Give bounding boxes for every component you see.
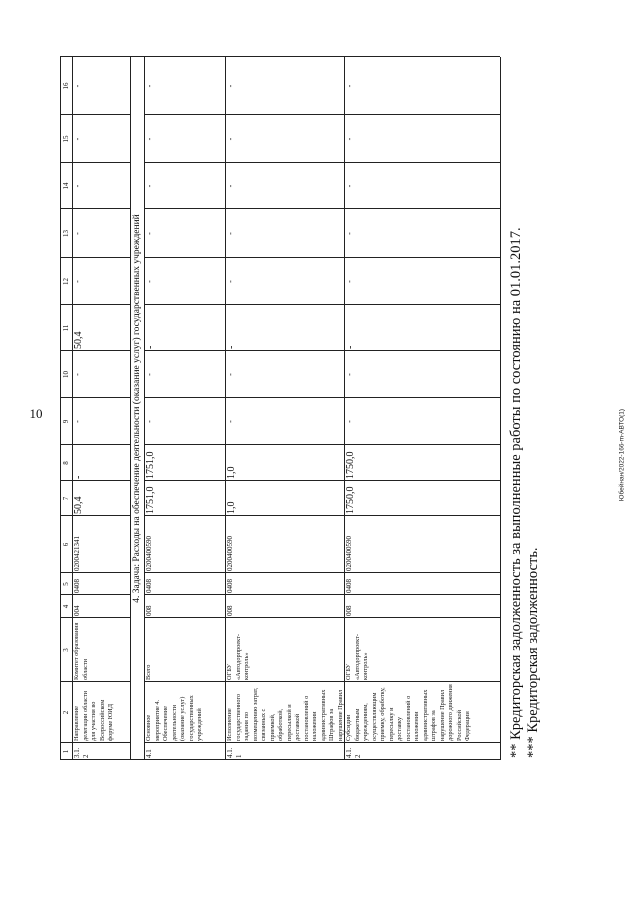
table-cell-row-312-c1: 3.1.2 <box>73 747 91 758</box>
table-column-border <box>60 444 130 445</box>
column-number-header: 3 <box>62 648 70 652</box>
table-cell-row-412-c5: 0408 <box>345 579 353 593</box>
table-cell-row-411-c13: - <box>226 232 235 235</box>
table-cell-row-412-c15: - <box>345 137 354 141</box>
table-column-border <box>144 350 500 351</box>
table-column-border <box>60 397 130 398</box>
task-title-row: 4. Задача: Расходы на обеспечение деятельности (оказание услуг) государственных учреждений <box>132 214 142 603</box>
table-column-border <box>144 681 500 682</box>
table-cell-row-412-c4: 008 <box>345 605 353 616</box>
table-column-border <box>60 742 130 743</box>
table-cell-row-41-c7: 1751,0 <box>145 486 156 514</box>
table-cell-row-412-c3: ОГБУ «Автодорпроект-контроль» <box>345 633 369 680</box>
table-cell-row-312-c9: - <box>73 420 82 423</box>
column-number-header: 9 <box>62 419 70 424</box>
table-cell-row-411-c9: - <box>226 420 235 423</box>
table-cell-row-411-c4: 008 <box>226 605 234 616</box>
table-cell-row-411-c12: - <box>226 280 235 283</box>
column-number-header: 4 <box>62 604 70 609</box>
table-cell-row-412-c10: - <box>345 373 354 376</box>
table-cell-row-312-c11: 50,4 <box>73 331 84 349</box>
table-cell-row-312-c15: - <box>73 137 82 141</box>
table-cell-row-312-c7: 50,4 <box>73 496 84 514</box>
table-cell-row-412-c9: - <box>345 420 354 423</box>
table-cell-row-412-c1: 4.1.2 <box>345 747 363 758</box>
table-cell-row-312-c14: - <box>73 184 82 188</box>
column-number-header: 7 <box>62 496 70 501</box>
table-cell-row-312-c5: 0408 <box>73 579 81 593</box>
table-cell-row-312-c12: - <box>73 280 82 283</box>
table-cell-row-41-c8: 1751,0 <box>145 451 156 479</box>
table-cell-row-41-c11: - <box>145 345 156 349</box>
table-cell-row-41-c2: Основное мероприятие 4. Обеспечение деятельности (оказание услуг) государственных учреждений <box>145 695 203 741</box>
table-cell-row-41-c4: 008 <box>145 605 153 616</box>
table-column-border <box>144 480 500 481</box>
table-column-border <box>144 208 500 209</box>
table-cell-row-412-c8: 1750,0 <box>345 451 356 479</box>
table-column-border <box>60 515 130 516</box>
table-column-border <box>144 742 500 743</box>
table-column-border <box>60 304 130 305</box>
table-column-border <box>144 444 500 445</box>
column-number-header: 13 <box>62 230 70 237</box>
table-cell-row-412-c7: 1750,0 <box>345 486 356 514</box>
table-cell-row-312-c10: - <box>73 373 82 376</box>
table-cell-row-411-c14: - <box>226 184 235 188</box>
table-cell-row-312-c16: - <box>73 84 82 88</box>
table-cell-row-312-c8: - <box>73 475 84 479</box>
table-column-border <box>144 162 500 163</box>
column-number-header: 2 <box>62 710 70 715</box>
table-cell-row-41-c5: 0408 <box>145 579 153 593</box>
table-column-border <box>60 480 130 481</box>
table-cell-row-411-c6: 0200400590 <box>226 536 234 571</box>
document-code: Юбейнан/2022-166-m-АВТО(1) <box>618 408 626 502</box>
table-cell-row-412-c16: - <box>345 84 354 88</box>
table-cell-row-411-c16: - <box>226 84 235 88</box>
table-row-border <box>500 57 501 760</box>
table-row-border <box>130 57 131 760</box>
table-cell-row-412-c6: 0200400590 <box>345 536 353 571</box>
column-number-header: 16 <box>62 82 70 90</box>
table-cell-row-411-c3: ОГБУ «Автодорпроект-контроль» <box>226 633 250 680</box>
table-cell-row-411-c15: - <box>226 137 235 141</box>
table-cell-row-411-c5: 0408 <box>226 579 234 593</box>
column-number-header: 12 <box>62 278 70 285</box>
table-column-border <box>60 208 130 209</box>
table-column-border <box>144 515 500 516</box>
budget-table <box>60 57 500 760</box>
table-cell-row-411-c7: 1,0 <box>226 501 237 514</box>
table-column-border <box>60 617 130 618</box>
table-column-border <box>60 114 130 115</box>
column-number-header: 1 <box>62 749 70 754</box>
table-column-border <box>60 594 130 595</box>
column-number-header: 5 <box>62 582 70 586</box>
table-cell-row-412-c14: - <box>345 184 354 188</box>
table-column-border <box>60 257 130 258</box>
table-column-border <box>144 114 500 115</box>
table-cell-row-41-c15: - <box>145 137 154 141</box>
table-cell-row-41-c16: - <box>145 84 154 88</box>
table-cell-row-411-c2: Исполнение государственного задания по возмещению затрат, связанных с приемкой, обработкой, пересылкой и доставкой постановлений о наложении административных Штрафов за нарушение Правил <box>226 687 344 741</box>
table-column-border <box>60 759 500 760</box>
column-number-header: 11 <box>62 324 70 332</box>
table-column-border <box>144 572 500 573</box>
table-cell-row-412-c12: - <box>345 280 354 283</box>
column-number-header: 10 <box>62 371 70 378</box>
table-column-border <box>144 304 500 305</box>
table-cell-row-411-c10: - <box>226 373 235 376</box>
table-cell-row-312-c3: Комитет образования области <box>73 622 89 680</box>
table-cell-row-41-c10: - <box>145 373 154 376</box>
table-cell-row-41-c13: - <box>145 232 154 235</box>
table-cell-row-411-c1: 4.1.1 <box>226 747 244 758</box>
table-column-border <box>60 681 130 682</box>
table-cell-row-41-c1: 4.1 <box>145 749 153 758</box>
table-cell-row-412-c11: - <box>345 345 356 349</box>
table-column-border <box>60 572 130 573</box>
column-number-header: 15 <box>62 135 70 143</box>
table-cell-row-41-c3: Всего <box>145 664 152 680</box>
table-cell-row-312-c13: - <box>73 232 82 235</box>
table-column-border <box>144 397 500 398</box>
table-column-border <box>60 56 500 57</box>
column-number-header: 14 <box>62 182 70 190</box>
page-number: 10 <box>29 406 43 421</box>
table-cell-row-411-c11: - <box>226 345 237 349</box>
footnote-accounts-payable-2017: ** Кредиторская задолженность за выполненные работы по состоянию на 01.01.2017. <box>508 227 524 758</box>
table-cell-row-411-c8: 1,0 <box>226 466 237 479</box>
table-cell-row-312-c2: Направление делегации области для участия во Всероссийском форуме ЮИД <box>73 690 114 741</box>
table-column-border <box>144 257 500 258</box>
table-cell-row-412-c13: - <box>345 232 354 235</box>
table-cell-row-412-c2: Субсидии бюджетным учреждениям, осуществляющим приемку, обработку, пересылку и доставку постановлений о наложении административных штрафов за нарушение Правил дорожного движения Российской Федерации <box>345 684 471 741</box>
footnote-accounts-payable: *** Кредиторская задолженность. <box>525 547 541 758</box>
column-number-header: 6 <box>62 542 70 547</box>
table-cell-row-312-c6: 0200421341 <box>73 536 81 571</box>
table-column-border <box>60 162 130 163</box>
table-column-border <box>144 594 500 595</box>
table-column-border <box>144 617 500 618</box>
table-cell-row-41-c14: - <box>145 184 154 188</box>
table-cell-row-41-c6: 0200400590 <box>145 536 153 571</box>
table-cell-row-41-c12: - <box>145 280 154 283</box>
table-cell-row-312-c4: 004 <box>73 605 81 616</box>
column-number-header: 8 <box>62 461 70 465</box>
rotated-page-content <box>60 35 541 760</box>
table-cell-row-41-c9: - <box>145 420 154 423</box>
table-column-border <box>60 350 130 351</box>
